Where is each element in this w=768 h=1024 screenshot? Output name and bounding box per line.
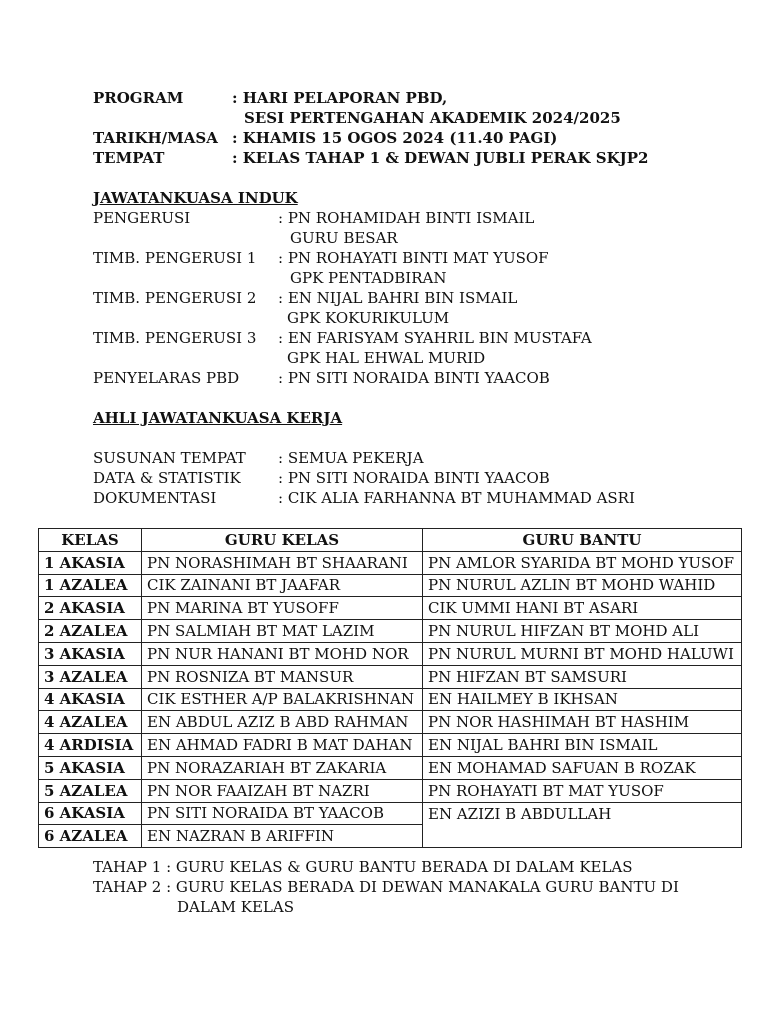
guru-bantu-cell: CIK UMMI HANI BT ASARI [423, 597, 742, 620]
induk-title: GURU BESAR [290, 229, 398, 247]
kelas-cell: 6 AKASIA [39, 802, 142, 825]
tarikh-value: : KHAMIS 15 OGOS 2024 (11.40 PAGI) [232, 129, 558, 147]
table-row [39, 620, 742, 643]
guru-bantu-cell: PN NOR HASHIMAH BT HASHIM [423, 711, 742, 734]
guru-bantu-cell: EN NIJAL BAHRI BIN ISMAIL [423, 734, 742, 757]
column-header-kelas: KELAS [39, 529, 142, 552]
kelas-cell: 1 AZALEA [39, 574, 142, 597]
kerja-name: : SEMUA PEKERJA [278, 449, 424, 467]
induk-role: PENGERUSI [93, 209, 191, 227]
table-row [39, 551, 742, 574]
guru-bantu-cell: PN NURUL AZLIN BT MOHD WAHID [423, 574, 742, 597]
guru-bantu-cell: PN NURUL MURNI BT MOHD HALUWI [423, 642, 742, 665]
note-tahap-1: TAHAP 1 : GURU KELAS & GURU BANTU BERADA DI DALAM KELAS [93, 858, 633, 876]
guru-bantu-cell: PN HIFZAN BT SAMSURI [423, 665, 742, 688]
kelas-cell: 5 AZALEA [39, 779, 142, 802]
kerja-name: : PN SITI NORAIDA BINTI YAACOB [278, 469, 550, 487]
note-tahap-2-cont: DALAM KELAS [177, 898, 295, 916]
program-label: PROGRAM [93, 89, 184, 107]
guru-kelas-cell: PN NUR HANANI BT MOHD NOR [142, 642, 423, 665]
induk-title: GPK PENTADBIRAN [290, 269, 447, 287]
induk-role: TIMB. PENGERUSI 2 [93, 289, 257, 307]
kerja-role: SUSUNAN TEMPAT [93, 449, 246, 467]
guru-kelas-cell: PN SALMIAH BT MAT LAZIM [142, 620, 423, 643]
guru-kelas-cell: EN AHMAD FADRI B MAT DAHAN [142, 734, 423, 757]
kelas-cell: 4 AZALEA [39, 711, 142, 734]
kerja-heading: AHLI JAWATANKUASA KERJA [93, 409, 343, 427]
guru-bantu-cell: PN ROHAYATI BT MAT YUSOF [423, 779, 742, 802]
kerja-role: DATA & STATISTIK [93, 469, 241, 487]
note-tahap-2: TAHAP 2 : GURU KELAS BERADA DI DEWAN MANAKALA GURU BANTU DI [93, 878, 679, 896]
induk-role: TIMB. PENGERUSI 3 [93, 329, 257, 347]
kelas-cell: 3 AKASIA [39, 642, 142, 665]
guru-kelas-cell: PN NORASHIMAH BT SHAARANI [142, 551, 423, 574]
induk-name: : PN SITI NORAIDA BINTI YAACOB [278, 369, 550, 387]
guru-bantu-cell: EN MOHAMAD SAFUAN B ROZAK [423, 756, 742, 779]
guru-kelas-cell: CIK ESTHER A/P BALAKRISHNAN [142, 688, 423, 711]
induk-name: : PN ROHAYATI BINTI MAT YUSOF [278, 249, 549, 267]
table-row [39, 802, 742, 825]
table-row [39, 688, 742, 711]
tempat-label: TEMPAT [93, 149, 165, 167]
guru-kelas-cell: CIK ZAINANI BT JAAFAR [142, 574, 423, 597]
kelas-cell: 5 AKASIA [39, 756, 142, 779]
table-row [39, 756, 742, 779]
guru-kelas-cell: EN NAZRAN B ARIFFIN [142, 825, 423, 848]
kerja-name: : CIK ALIA FARHANNA BT MUHAMMAD ASRI [278, 489, 635, 507]
column-header-guru-kelas: GURU KELAS [142, 529, 423, 552]
kelas-cell: 2 AKASIA [39, 597, 142, 620]
kelas-cell: 3 AZALEA [39, 665, 142, 688]
induk-role: PENYELARAS PBD [93, 369, 240, 387]
guru-kelas-cell: PN ROSNIZA BT MANSUR [142, 665, 423, 688]
induk-name: : EN NIJAL BAHRI BIN ISMAIL [278, 289, 518, 307]
induk-name: : EN FARISYAM SYAHRIL BIN MUSTAFA [278, 329, 592, 347]
kelas-cell: 4 ARDISIA [39, 734, 142, 757]
guru-kelas-cell: PN NORAZARIAH BT ZAKARIA [142, 756, 423, 779]
guru-bantu-cell: PN NURUL HIFZAN BT MOHD ALI [423, 620, 742, 643]
table-row [39, 642, 742, 665]
kerja-role: DOKUMENTASI [93, 489, 217, 507]
guru-kelas-cell: PN SITI NORAIDA BT YAACOB [142, 802, 423, 825]
class-teacher-table [38, 528, 742, 848]
induk-heading: JAWATANKUASA INDUK [93, 189, 298, 207]
table-row [39, 779, 742, 802]
induk-title: GPK KOKURIKULUM [287, 309, 450, 327]
guru-kelas-cell: PN MARINA BT YUSOFF [142, 597, 423, 620]
table-row [39, 574, 742, 597]
kelas-cell: 2 AZALEA [39, 620, 142, 643]
kelas-cell: 1 AKASIA [39, 551, 142, 574]
table-row [39, 734, 742, 757]
program-value-2: SESI PERTENGAHAN AKADEMIK 2024/2025 [244, 109, 621, 127]
guru-kelas-cell: PN NOR FAAIZAH BT NAZRI [142, 779, 423, 802]
tarikh-label: TARIKH/MASA [93, 129, 218, 147]
guru-kelas-cell: EN ABDUL AZIZ B ABD RAHMAN [142, 711, 423, 734]
table-row [39, 597, 742, 620]
table-row [39, 665, 742, 688]
table-row [39, 711, 742, 734]
tempat-value: : KELAS TAHAP 1 & DEWAN JUBLI PERAK SKJP2 [232, 149, 649, 167]
kelas-cell: 4 AKASIA [39, 688, 142, 711]
table-header-row [39, 529, 742, 552]
guru-bantu-cell: EN HAILMEY B IKHSAN [423, 688, 742, 711]
guru-bantu-cell: PN AMLOR SYARIDA BT MOHD YUSOF [423, 551, 742, 574]
induk-role: TIMB. PENGERUSI 1 [93, 249, 257, 267]
column-header-guru-bantu: GURU BANTU [423, 529, 742, 552]
kelas-cell: 6 AZALEA [39, 825, 142, 848]
induk-title: GPK HAL EHWAL MURID [287, 349, 486, 367]
induk-name: : PN ROHAMIDAH BINTI ISMAIL [278, 209, 535, 227]
guru-bantu-cell: EN AZIZI B ABDULLAH [423, 802, 742, 848]
program-value: : HARI PELAPORAN PBD, [232, 89, 448, 107]
